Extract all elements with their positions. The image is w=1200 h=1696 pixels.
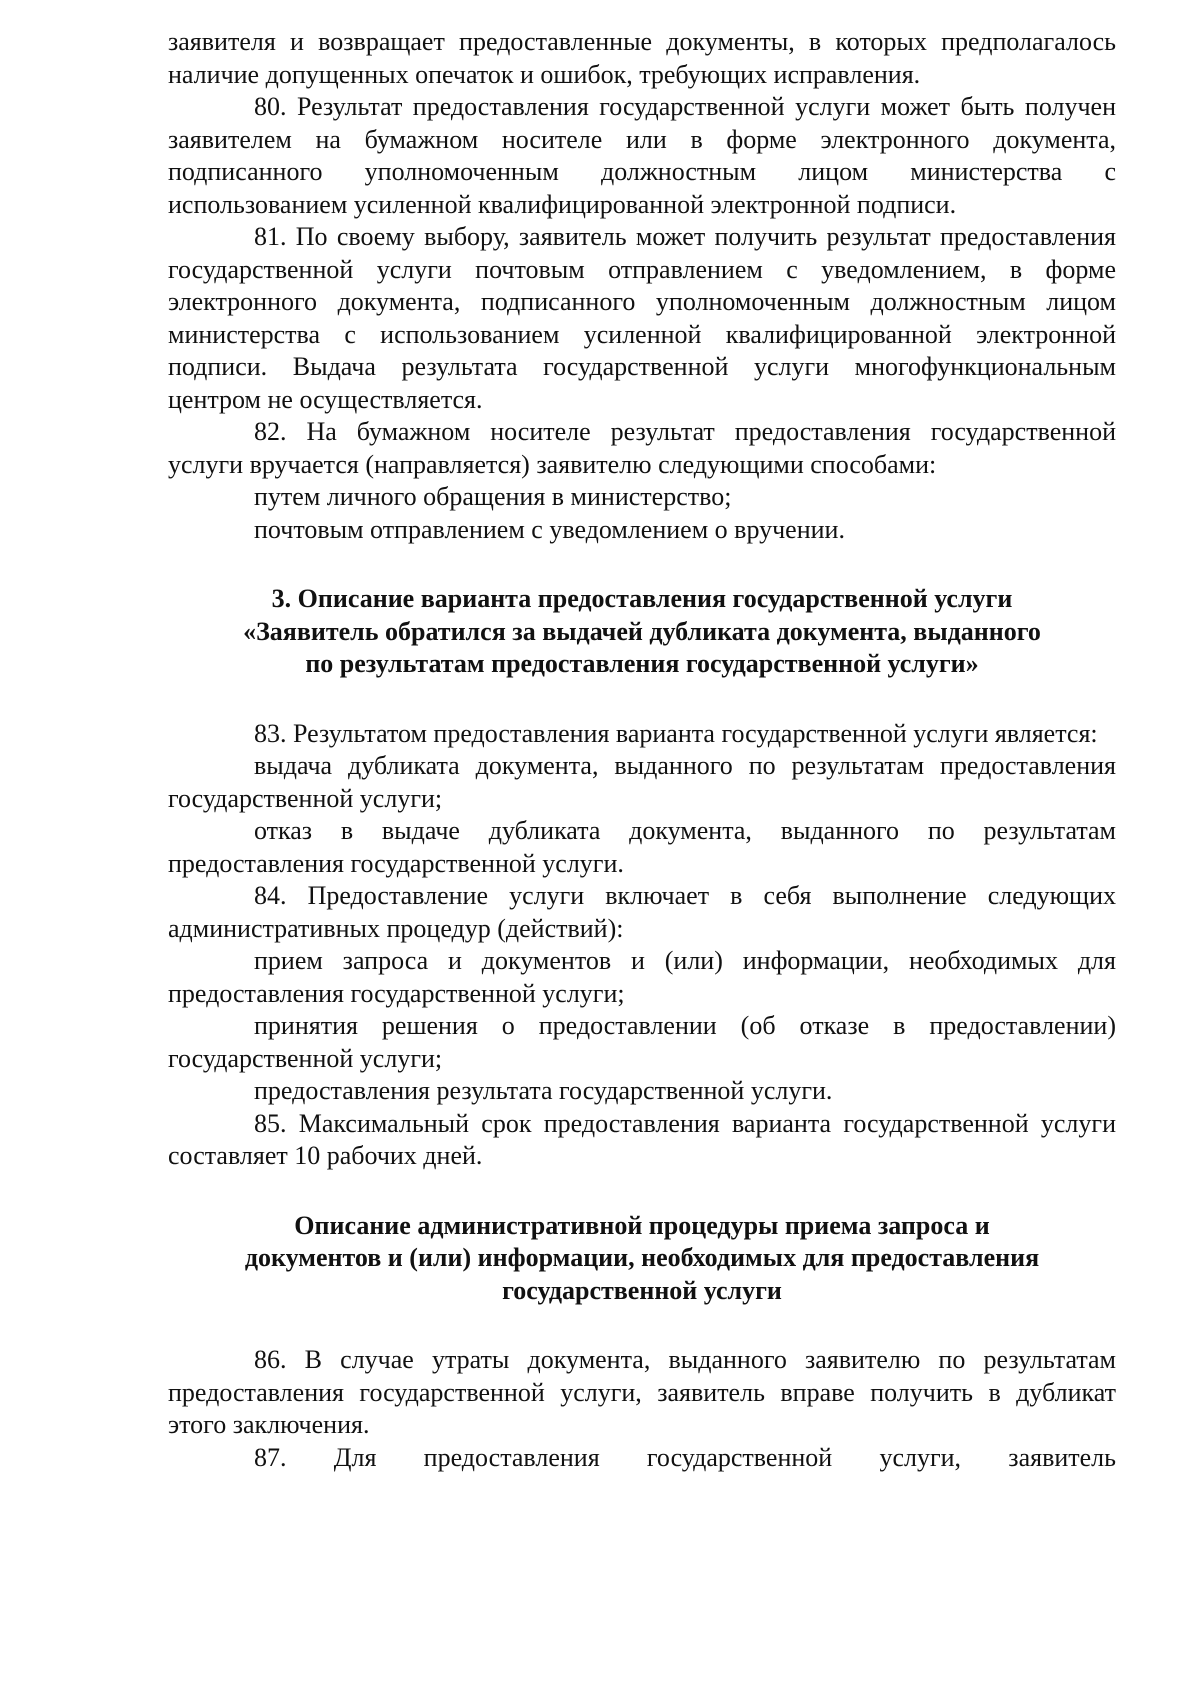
list-item-request-reception: прием запроса и документов и (или) информации, необходимых для предоставления государственной услуги; bbox=[168, 946, 1116, 1008]
paragraph-80: 80. Результат предоставления государственной услуги может быть получен заявителем на бумажном носителе или в форме электронного документа, подписанного уполномоченным должностным лицом министерства с использованием усиленной квалифицированной электронной подписи. bbox=[168, 92, 1116, 219]
paragraph-86: 86. В случае утраты документа, выданного заявителю по результатам предоставления государственной услуги, заявитель вправе получить в дубликат этого заключения. bbox=[168, 1345, 1116, 1439]
paragraph-continuation: заявителя и возвращает предоставленные документы, в которых предполагалось наличие допущенных опечаток и ошибок, требующих исправления. bbox=[168, 27, 1116, 89]
section-heading-3-line-3: по результатам предоставления государственной услуги» bbox=[305, 649, 979, 678]
paragraph-82: 82. На бумажном носителе результат предоставления государственной услуги вручается (направляется) заявителю следующими способами: bbox=[168, 417, 1116, 479]
list-item-postal-delivery: почтовым отправлением с уведомлением о вручении. bbox=[254, 514, 845, 544]
subsection-heading-procedure bbox=[168, 1210, 1116, 1308]
subsection-heading-line-2: документов и (или) информации, необходимых для предоставления bbox=[244, 1243, 1040, 1272]
paragraph-83: 83. Результатом предоставления варианта государственной услуги является: bbox=[254, 718, 1098, 748]
section-heading-3 bbox=[168, 583, 1116, 681]
paragraph-84: 84. Предоставление услуги включает в себя выполнение следующих административных процедур (действий): bbox=[168, 881, 1116, 943]
list-item-result-provision: предоставления результата государственной услуги. bbox=[254, 1076, 833, 1105]
document-page bbox=[168, 26, 1116, 1474]
paragraph-81: 81. По своему выбору, заявитель может получить результат предоставления государственной услуги почтовым отправлением с уведомлением, в форме электронного документа, подписанного уполномоченным должностным лицом министерства с использованием усиленной квалифицированной электронной подписи. Выдача результата государственной услуги многофункциональным центром не осуществляется. bbox=[168, 222, 1116, 414]
subsection-heading-line-1: Описание административной процедуры приема запроса и bbox=[294, 1210, 990, 1240]
section-heading-3-line-1: 3. Описание варианта предоставления государственной услуги bbox=[271, 584, 1013, 613]
subsection-heading-line-3: государственной услуги bbox=[502, 1275, 782, 1305]
list-item-personal-visit: путем личного обращения в министерство; bbox=[254, 482, 732, 511]
paragraph-85: 85. Максимальный срок предоставления варианта государственной услуги составляет 10 рабочих дней. bbox=[168, 1108, 1116, 1170]
list-item-duplicate-refusal: отказ в выдаче дубликата документа, выданного по результатам предоставления государственной услуги. bbox=[168, 816, 1116, 878]
list-item-duplicate-issue: выдача дубликата документа, выданного по результатам предоставления государственной услуги; bbox=[168, 751, 1116, 813]
paragraph-87: 87. Для предоставления государственной услуги, заявитель bbox=[254, 1442, 1116, 1472]
list-item-decision: принятия решения о предоставлении (об отказе в предоставлении) государственной услуги; bbox=[168, 1011, 1116, 1073]
section-heading-3-line-2: «Заявитель обратился за выдачей дубликата документа, выданного bbox=[243, 616, 1041, 646]
